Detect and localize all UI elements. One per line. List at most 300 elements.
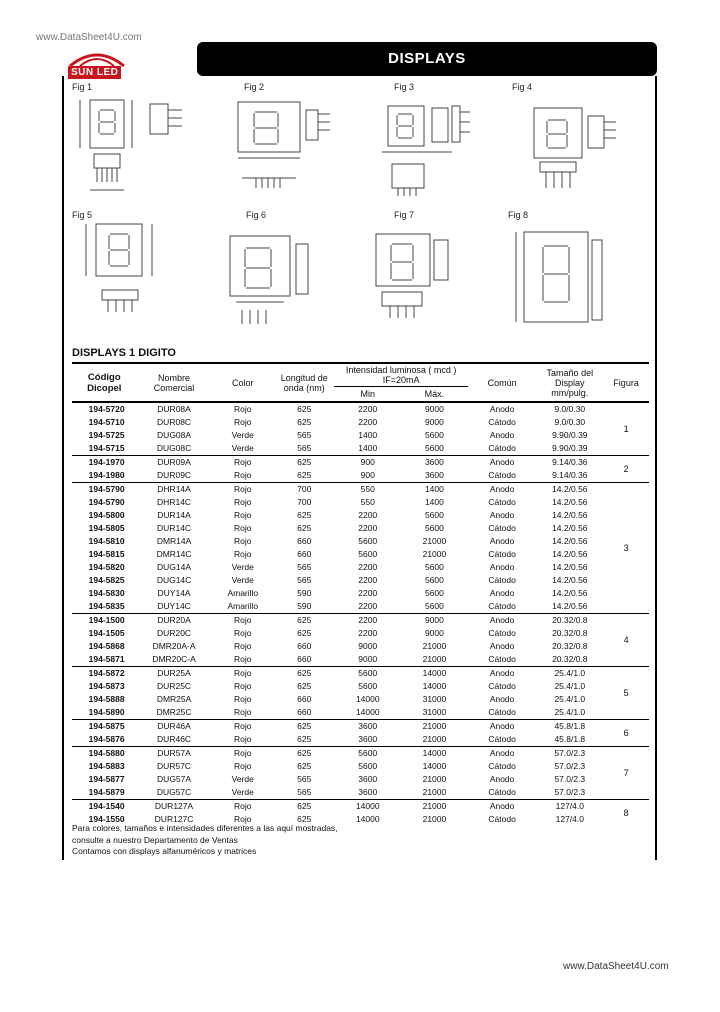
cell-code: 194-5790 [88, 497, 125, 507]
cell-min: 5600 [358, 536, 378, 546]
figure-8-drawing [508, 220, 628, 330]
cell-code: 194-5815 [88, 549, 125, 559]
cell-code: 194-5715 [88, 443, 125, 453]
cell-common: Anodo [489, 588, 515, 598]
cell-size: 57.0/2.3 [554, 787, 586, 797]
table-row [72, 429, 649, 442]
cell-min: 2200 [358, 404, 378, 414]
cell-name: DUR20C [157, 628, 192, 638]
cell-color: Amarillo [227, 588, 259, 598]
cell-name: DUR14A [157, 510, 191, 520]
watermark-top: www.DataSheet4U.com [36, 32, 142, 43]
cell-name: DUR46A [157, 721, 191, 731]
cell-color: Rojo [234, 721, 252, 731]
cell-code: 194-5830 [88, 588, 125, 598]
cell-max: 14000 [422, 748, 447, 758]
table-row [72, 693, 649, 706]
cell-max: 21000 [422, 734, 447, 744]
cell-name: DHR14A [157, 484, 191, 494]
figure-4-drawing [512, 92, 632, 202]
cell-max: 21000 [422, 787, 447, 797]
table-row [72, 640, 649, 653]
cell-size: 20.32/0.8 [552, 641, 588, 651]
displays-table [72, 362, 649, 826]
cell-wave: 660 [297, 549, 312, 559]
cell-name: DMR14C [156, 549, 192, 559]
cell-common: Cátodo [488, 601, 516, 611]
table-row [72, 587, 649, 600]
cell-code: 194-5720 [88, 404, 125, 414]
cell-wave: 565 [297, 562, 312, 572]
cell-color: Verde [231, 562, 254, 572]
cell-min: 5600 [358, 748, 378, 758]
cell-max: 9000 [424, 615, 444, 625]
cell-size: 9.90/0.39 [552, 430, 588, 440]
cell-common: Cátodo [488, 654, 516, 664]
cell-color: Rojo [234, 470, 252, 480]
cell-max: 9000 [424, 417, 444, 427]
cell-name: DUR46C [157, 734, 192, 744]
cell-common: Cátodo [488, 470, 516, 480]
cell-common: Anodo [489, 641, 515, 651]
cell-min: 5600 [358, 761, 378, 771]
cell-min: 2200 [358, 628, 378, 638]
cell-wave: 625 [297, 748, 312, 758]
cell-min: 3600 [358, 734, 378, 744]
table-row [72, 627, 649, 640]
cell-min: 2200 [358, 615, 378, 625]
cell-name: DUG08A [157, 430, 192, 440]
cell-code: 194-5825 [88, 575, 125, 585]
displays-table-body [72, 402, 649, 826]
cell-code: 194-1970 [88, 457, 125, 467]
cell-color: Rojo [234, 417, 252, 427]
cell-common: Cátodo [488, 523, 516, 533]
cell-max: 21000 [422, 536, 447, 546]
cell-size: 14.2/0.56 [552, 536, 588, 546]
cell-name: DUR20A [157, 615, 191, 625]
col-header-tamano: Tamaño del Display mm/pulg. [546, 367, 594, 398]
figure-label: Fig 7 [394, 210, 415, 220]
cell-color: Rojo [234, 641, 252, 651]
cell-wave: 660 [297, 641, 312, 651]
cell-wave: 625 [297, 668, 312, 678]
col-header-comun: Común [487, 377, 517, 388]
cell-wave: 625 [297, 721, 312, 731]
cell-common: Anodo [489, 668, 515, 678]
cell-common: Anodo [489, 510, 515, 520]
cell-size: 45.8/1.8 [554, 721, 586, 731]
cell-size: 20.32/0.8 [552, 628, 588, 638]
cell-code: 194-5875 [88, 721, 125, 731]
cell-code: 194-1540 [88, 801, 125, 811]
cell-size: 57.0/2.3 [554, 774, 586, 784]
cell-code: 194-5880 [88, 748, 125, 758]
figure-3 [372, 82, 492, 212]
cell-common: Anodo [489, 774, 515, 784]
figure-3-drawing [372, 92, 492, 202]
cell-max: 21000 [422, 549, 447, 559]
cell-common: Cátodo [488, 761, 516, 771]
frame-right-border [655, 76, 657, 860]
cell-name: DMR25A [156, 694, 192, 704]
cell-wave: 625 [297, 814, 312, 824]
cell-min: 5600 [358, 668, 378, 678]
cell-size: 57.0/2.3 [554, 761, 586, 771]
cell-wave: 590 [297, 601, 312, 611]
table-row [72, 416, 649, 429]
cell-size: 9.14/0.36 [552, 470, 588, 480]
cell-name: DUR09C [157, 470, 192, 480]
cell-max: 31000 [422, 707, 447, 717]
cell-size: 9.0/0.30 [554, 404, 586, 414]
cell-code: 194-1980 [88, 470, 125, 480]
cell-common: Cátodo [488, 681, 516, 691]
cell-common: Anodo [489, 748, 515, 758]
cell-max: 5600 [424, 588, 444, 598]
cell-min: 3600 [358, 774, 378, 784]
cell-name: DMR20C-A [152, 654, 196, 664]
figure-6-drawing [212, 220, 332, 330]
cell-wave: 625 [297, 523, 312, 533]
cell-common: Cátodo [488, 417, 516, 427]
cell-max: 5600 [424, 575, 444, 585]
cell-name: DHR14C [157, 497, 192, 507]
cell-figura: 8 [623, 807, 629, 818]
figure-label: Fig 2 [244, 82, 265, 92]
cell-common: Cátodo [488, 628, 516, 638]
cell-size: 127/4.0 [555, 801, 584, 811]
cell-max: 1400 [424, 497, 444, 507]
cell-wave: 625 [297, 801, 312, 811]
cell-common: Anodo [489, 615, 515, 625]
cell-name: DUR127A [154, 801, 194, 811]
cell-name: DUR08C [157, 417, 192, 427]
cell-name: DUR08A [157, 404, 191, 414]
cell-name: DUG57C [156, 787, 192, 797]
cell-common: Anodo [489, 484, 515, 494]
table-row [72, 509, 649, 522]
cell-wave: 565 [297, 443, 312, 453]
cell-min: 5600 [358, 549, 378, 559]
col-header-figura: Figura [613, 377, 639, 388]
cell-min: 900 [360, 457, 375, 467]
cell-name: DUR57C [157, 761, 192, 771]
cell-code: 194-5835 [88, 601, 125, 611]
cell-code: 194-1550 [88, 814, 125, 824]
cell-color: Rojo [234, 748, 252, 758]
cell-code: 194-5873 [88, 681, 125, 691]
header-bar [197, 42, 657, 76]
page-title: DISPLAYS [388, 50, 466, 67]
cell-max: 5600 [424, 430, 444, 440]
cell-name: DUR57A [157, 748, 191, 758]
table-row [72, 680, 649, 693]
cell-wave: 625 [297, 404, 312, 414]
cell-code: 194-1505 [88, 628, 125, 638]
cell-size: 14.2/0.56 [552, 588, 588, 598]
col-header-color: Color [232, 377, 254, 388]
table-row [72, 720, 649, 734]
table-row [72, 442, 649, 456]
cell-code: 194-5805 [88, 523, 125, 533]
cell-figura: 6 [623, 727, 629, 738]
cell-color: Rojo [234, 536, 252, 546]
cell-wave: 700 [297, 484, 312, 494]
cell-color: Rojo [234, 707, 252, 717]
cell-min: 9000 [358, 641, 378, 651]
section-title: DISPLAYS 1 DIGITO [72, 347, 176, 359]
cell-wave: 625 [297, 761, 312, 771]
cell-size: 57.0/2.3 [554, 748, 586, 758]
table-row [72, 600, 649, 614]
cell-name: DUR09A [157, 457, 191, 467]
cell-color: Verde [231, 787, 254, 797]
figure-4 [512, 82, 632, 212]
cell-wave: 625 [297, 734, 312, 744]
cell-common: Anodo [489, 562, 515, 572]
cell-figura: 4 [623, 634, 629, 645]
cell-color: Rojo [234, 761, 252, 771]
cell-figura: 7 [623, 767, 629, 778]
cell-wave: 660 [297, 536, 312, 546]
cell-max: 3600 [424, 470, 444, 480]
cell-max: 3600 [424, 457, 444, 467]
cell-code: 194-5790 [88, 484, 125, 494]
table-row [72, 522, 649, 535]
cell-wave: 625 [297, 457, 312, 467]
cell-wave: 700 [297, 497, 312, 507]
note-line: Para colores, tamaños e intensidades diferentes a las aquí mostradas, [72, 823, 338, 833]
cell-min: 2200 [358, 601, 378, 611]
cell-size: 20.32/0.8 [552, 615, 588, 625]
table-row [72, 402, 649, 416]
table-row [72, 483, 649, 497]
figure-7 [362, 210, 482, 340]
cell-color: Verde [231, 575, 254, 585]
cell-code: 194-5725 [88, 430, 125, 440]
cell-min: 2200 [358, 562, 378, 572]
cell-code: 194-1500 [88, 615, 125, 625]
table-row [72, 574, 649, 587]
cell-figura: 1 [623, 423, 629, 434]
table-row [72, 800, 649, 814]
cell-name: DUR127C [154, 814, 194, 824]
watermark-bottom: www.DataSheet4U.com [563, 961, 669, 972]
cell-wave: 565 [297, 774, 312, 784]
cell-color: Verde [231, 443, 254, 453]
cell-name: DUG14C [156, 575, 192, 585]
cell-color: Rojo [234, 484, 252, 494]
note-line: consulte a nuestro Departamento de Ventas [72, 834, 238, 845]
cell-min: 900 [360, 470, 375, 480]
figure-label: Fig 4 [512, 82, 533, 92]
figure-label: Fig 8 [508, 210, 529, 220]
cell-color: Rojo [234, 734, 252, 744]
cell-name: DMR20A-A [152, 641, 196, 651]
cell-color: Rojo [234, 549, 252, 559]
table-row [72, 667, 649, 681]
cell-size: 14.2/0.56 [552, 484, 588, 494]
col-header-nombre: Nombre Comercial [153, 372, 195, 393]
cell-size: 25.4/1.0 [554, 694, 586, 704]
cell-min: 2200 [358, 417, 378, 427]
cell-wave: 625 [297, 510, 312, 520]
table-row [72, 535, 649, 548]
cell-common: Cátodo [488, 814, 516, 824]
cell-code: 194-5876 [88, 734, 125, 744]
cell-color: Rojo [234, 404, 252, 414]
table-row [72, 496, 649, 509]
cell-code: 194-5890 [88, 707, 125, 717]
table-row [72, 614, 649, 628]
figure-label: Fig 6 [246, 210, 267, 220]
col-header-longitud: Longitud de onda (nm) [280, 372, 328, 393]
cell-code: 194-5888 [88, 694, 125, 704]
cell-max: 5600 [424, 523, 444, 533]
cell-size: 14.2/0.56 [552, 510, 588, 520]
cell-common: Anodo [489, 721, 515, 731]
cell-min: 1400 [358, 430, 378, 440]
logo-text: SUN LED [68, 66, 121, 79]
cell-min: 14000 [355, 814, 380, 824]
cell-wave: 625 [297, 628, 312, 638]
cell-code: 194-5810 [88, 536, 125, 546]
cell-min: 14000 [355, 707, 380, 717]
cell-max: 9000 [424, 628, 444, 638]
cell-common: Anodo [489, 536, 515, 546]
cell-size: 20.32/0.8 [552, 654, 588, 664]
cell-size: 45.8/1.8 [554, 734, 586, 744]
cell-code: 194-5820 [88, 562, 125, 572]
cell-color: Rojo [234, 497, 252, 507]
figure-label: Fig 5 [72, 210, 93, 220]
cell-color: Verde [231, 774, 254, 784]
cell-max: 1400 [424, 484, 444, 494]
cell-name: DMR25C [156, 707, 192, 717]
cell-min: 2200 [358, 588, 378, 598]
cell-size: 9.90/0.39 [552, 443, 588, 453]
cell-wave: 625 [297, 681, 312, 691]
cell-common: Cátodo [488, 443, 516, 453]
cell-color: Rojo [234, 681, 252, 691]
cell-size: 14.2/0.56 [552, 562, 588, 572]
cell-common: Cátodo [488, 497, 516, 507]
cell-code: 194-5868 [88, 641, 125, 651]
cell-size: 14.2/0.56 [552, 497, 588, 507]
cell-name: DUY14A [157, 588, 191, 598]
cell-wave: 660 [297, 707, 312, 717]
cell-max: 9000 [424, 404, 444, 414]
cell-max: 21000 [422, 721, 447, 731]
cell-size: 14.2/0.56 [552, 549, 588, 559]
cell-name: DMR14A [156, 536, 192, 546]
cell-min: 14000 [355, 694, 380, 704]
cell-max: 14000 [422, 668, 447, 678]
cell-color: Rojo [234, 694, 252, 704]
figure-label: Fig 3 [394, 82, 415, 92]
cell-color: Verde [231, 430, 254, 440]
cell-size: 9.0/0.30 [554, 417, 586, 427]
cell-code: 194-5871 [88, 654, 125, 664]
cell-code: 194-5710 [88, 417, 125, 427]
cell-common: Anodo [489, 694, 515, 704]
cell-min: 550 [360, 497, 375, 507]
cell-color: Rojo [234, 654, 252, 664]
cell-size: 25.4/1.0 [554, 707, 586, 717]
figure-1 [72, 82, 192, 212]
note-line: Contamos con displays alfanuméricos y matrices [72, 846, 257, 856]
col-header-max: Máx. [401, 387, 468, 403]
cell-wave: 565 [297, 575, 312, 585]
cell-common: Anodo [489, 457, 515, 467]
figure-5-drawing [72, 220, 192, 330]
table-row [72, 760, 649, 773]
cell-figura: 3 [623, 542, 629, 553]
cell-max: 31000 [422, 694, 447, 704]
cell-min: 14000 [355, 801, 380, 811]
cell-common: Cátodo [488, 549, 516, 559]
cell-color: Rojo [234, 615, 252, 625]
cell-code: 194-5800 [88, 510, 125, 520]
displays-table-wrapper [72, 362, 649, 826]
cell-max: 21000 [422, 641, 447, 651]
table-row [72, 456, 649, 470]
cell-size: 127/4.0 [555, 814, 584, 824]
cell-color: Rojo [234, 814, 252, 824]
figure-5 [72, 210, 192, 340]
cell-max: 21000 [422, 774, 447, 784]
cell-min: 2200 [358, 523, 378, 533]
table-row [72, 747, 649, 761]
cell-common: Cátodo [488, 707, 516, 717]
cell-figura: 2 [623, 463, 629, 474]
figure-8 [508, 210, 628, 340]
cell-min: 5600 [358, 681, 378, 691]
cell-figura: 5 [623, 687, 629, 698]
cell-size: 14.2/0.56 [552, 523, 588, 533]
cell-max: 5600 [424, 601, 444, 611]
cell-min: 3600 [358, 787, 378, 797]
cell-name: DUG14A [157, 562, 192, 572]
cell-name: DUG08C [156, 443, 192, 453]
cell-size: 9.14/0.36 [552, 457, 588, 467]
cell-color: Rojo [234, 523, 252, 533]
figure-7-drawing [362, 220, 482, 330]
cell-color: Rojo [234, 510, 252, 520]
table-row [72, 561, 649, 574]
cell-min: 9000 [358, 654, 378, 664]
cell-color: Rojo [234, 801, 252, 811]
table-row [72, 706, 649, 720]
cell-name: DUG57A [157, 774, 192, 784]
cell-color: Rojo [234, 628, 252, 638]
cell-name: DUR25C [157, 681, 192, 691]
cell-wave: 625 [297, 417, 312, 427]
cell-color: Rojo [234, 668, 252, 678]
figure-2-drawing [222, 92, 342, 202]
cell-wave: 565 [297, 430, 312, 440]
figure-1-drawing [72, 92, 192, 202]
cell-wave: 590 [297, 588, 312, 598]
cell-max: 5600 [424, 443, 444, 453]
cell-code: 194-5883 [88, 761, 125, 771]
cell-max: 5600 [424, 562, 444, 572]
cell-name: DUR14C [157, 523, 192, 533]
cell-min: 2200 [358, 575, 378, 585]
cell-size: 25.4/1.0 [554, 681, 586, 691]
cell-max: 14000 [422, 761, 447, 771]
